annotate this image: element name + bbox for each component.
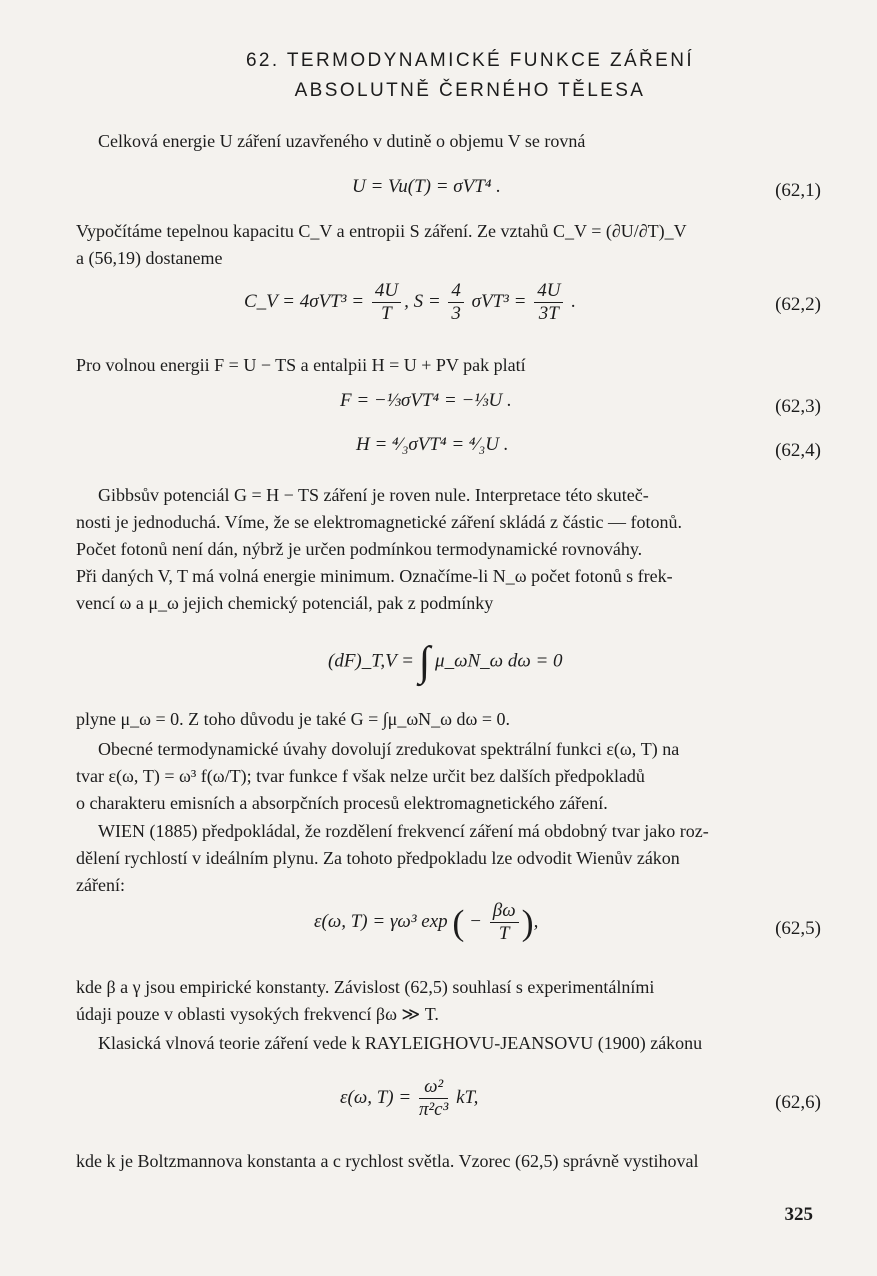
text-line: dělení rychlostí v ideálním plynu. Za tohoto předpokladu lze odvodit Wienův zákon (76, 848, 680, 868)
text-line: kde k je Boltzmannova konstanta a c rychlost světla. Vzorec (62,5) správně vystihoval (76, 1151, 699, 1171)
eq-part: , S = (404, 290, 446, 312)
denominator: T (498, 923, 510, 944)
text-line: Celková energie U záření uzavřeného v dutině o objemu V se rovná (98, 131, 586, 151)
fraction (372, 280, 401, 325)
page-number: 325 (784, 1204, 813, 1225)
equation-number: (62,6) (775, 1092, 821, 1113)
denominator: 3 (451, 303, 461, 324)
text-line: Při daných V, T má volná energie minimum. Označíme-li N_ω počet fotonů s frek- (76, 566, 673, 586)
text-line: tvar ε(ω, T) = ω³ f(ω/T); tvar funkce f však nelze určit bez dalších předpokladů (76, 766, 645, 786)
paragraph-6 (76, 736, 816, 817)
numerator: ω² (419, 1076, 448, 1099)
equation-number: (62,4) (775, 440, 821, 461)
paragraph-3 (76, 352, 816, 379)
equation-62-3: F = −⅓σVT⁴ = −⅓U . (340, 390, 512, 411)
numerator: 4U (372, 280, 401, 303)
text-line: Pro volnou energii F = U − TS a entalpii H = U + PV pak platí (76, 355, 526, 375)
text-line: nosti je jednoduchá. Víme, že se elektromagnetické záření skládá z částic — fotonů. (76, 512, 682, 532)
paragraph-1 (76, 128, 816, 155)
equation-number: (62,3) (775, 396, 821, 417)
paragraph-10 (76, 1148, 816, 1175)
fraction (419, 1076, 448, 1121)
fraction (448, 280, 464, 325)
fraction (490, 900, 519, 945)
text-line: kde β a γ jsou empirické konstanty. Závislost (62,5) souhlasí s experimentálními (76, 977, 655, 997)
section-title-line1: 62. TERMODYNAMICKÉ FUNKCE ZÁŘENÍ (245, 50, 695, 71)
fraction (534, 280, 563, 325)
equation-62-6 (340, 1076, 478, 1121)
paragraph-8 (76, 974, 816, 1028)
numerator: 4 (448, 280, 464, 303)
text-line: o charakteru emisních a absorpčních procesů elektromagnetického záření. (76, 793, 608, 813)
paragraph-7 (76, 818, 816, 899)
paren: ( (452, 902, 465, 943)
integral-sign: ∫ (418, 639, 431, 685)
text-line: vencí ω a μ_ω jejich chemický potenciál, pak z podmínky (76, 593, 494, 613)
eq-part: C_V = 4σVT³ = (244, 290, 365, 312)
equation-62-4: H = ⁴⁄₃σVT⁴ = ⁴⁄₃U . (356, 434, 509, 455)
equation-number: (62,2) (775, 294, 821, 315)
text-line: údaji pouze v oblasti vysokých frekvencí βω ≫ T. (76, 1004, 439, 1024)
eq-part: σVT³ = (471, 290, 527, 312)
eq-part: ε(ω, T) = (340, 1086, 412, 1108)
text-line: Obecné termodynamické úvahy dovolují zredukovat spektrální funkci ε(ω, T) na (98, 739, 680, 759)
text-line: a (56,19) dostaneme (76, 248, 223, 268)
paragraph-2 (76, 218, 816, 272)
eq-part: ε(ω, T) = γω³ exp (314, 910, 448, 932)
numerator: βω (490, 900, 519, 923)
paragraph-5 (76, 706, 816, 733)
text-line: Klasická vlnová teorie záření vede k RAYLEIGHOVU-JEANSOVU (1900) zákonu (98, 1033, 703, 1053)
paren: ) (521, 902, 534, 943)
denominator: T (381, 303, 392, 324)
eq-part: μ_ωN_ω dω = 0 (435, 650, 563, 672)
text-line: WIEN (1885) předpokládal, že rozdělení frekvencí záření má obdobný tvar jako roz- (98, 821, 709, 841)
text-line: Počet fotonů není dán, nýbrž je určen podmínkou termodynamické rovnováhy. (76, 539, 643, 559)
denominator: 3T (538, 303, 559, 324)
text-line: Vypočítáme tepelnou kapacitu C_V a entropii S záření. Ze vztahů C_V = (∂U/∂T)_V (76, 221, 687, 241)
text-line: plyne μ_ω = 0. Z toho důvodu je také G = ∫μ_ωN_ω dω = 0. (76, 709, 511, 729)
eq-part: kT, (456, 1086, 479, 1108)
paragraph-9 (76, 1030, 816, 1057)
equation-62-5: ε(ω, T) = γω³ exp ( − $\frac{\beta\omega}{T}$ ), (314, 900, 539, 944)
equation-dF (328, 638, 563, 686)
denominator: π²c³ (418, 1099, 449, 1120)
paragraph-4 (76, 482, 816, 617)
text-line: záření: (76, 875, 125, 895)
numerator: 4U (534, 280, 563, 303)
equation-number: (62,5) (775, 918, 821, 939)
text-line: Gibbsův potenciál G = H − TS záření je roven nule. Interpretace této skuteč- (98, 485, 649, 505)
equation-number: (62,1) (775, 180, 821, 201)
section-title-line2: ABSOLUTNĚ ČERNÉHO TĚLESA (294, 80, 646, 101)
equation-62-1: U = Vu(T) = σVT⁴ . (352, 176, 501, 197)
eq-part: (dF)_T,V = (328, 650, 415, 672)
equation-62-2: C_V = 4σVT³ = $\frac{4U}{T}$ , S = $\frac{4}{3}$ σVT³ = $\frac{4U}{3T}$ . (244, 280, 576, 324)
